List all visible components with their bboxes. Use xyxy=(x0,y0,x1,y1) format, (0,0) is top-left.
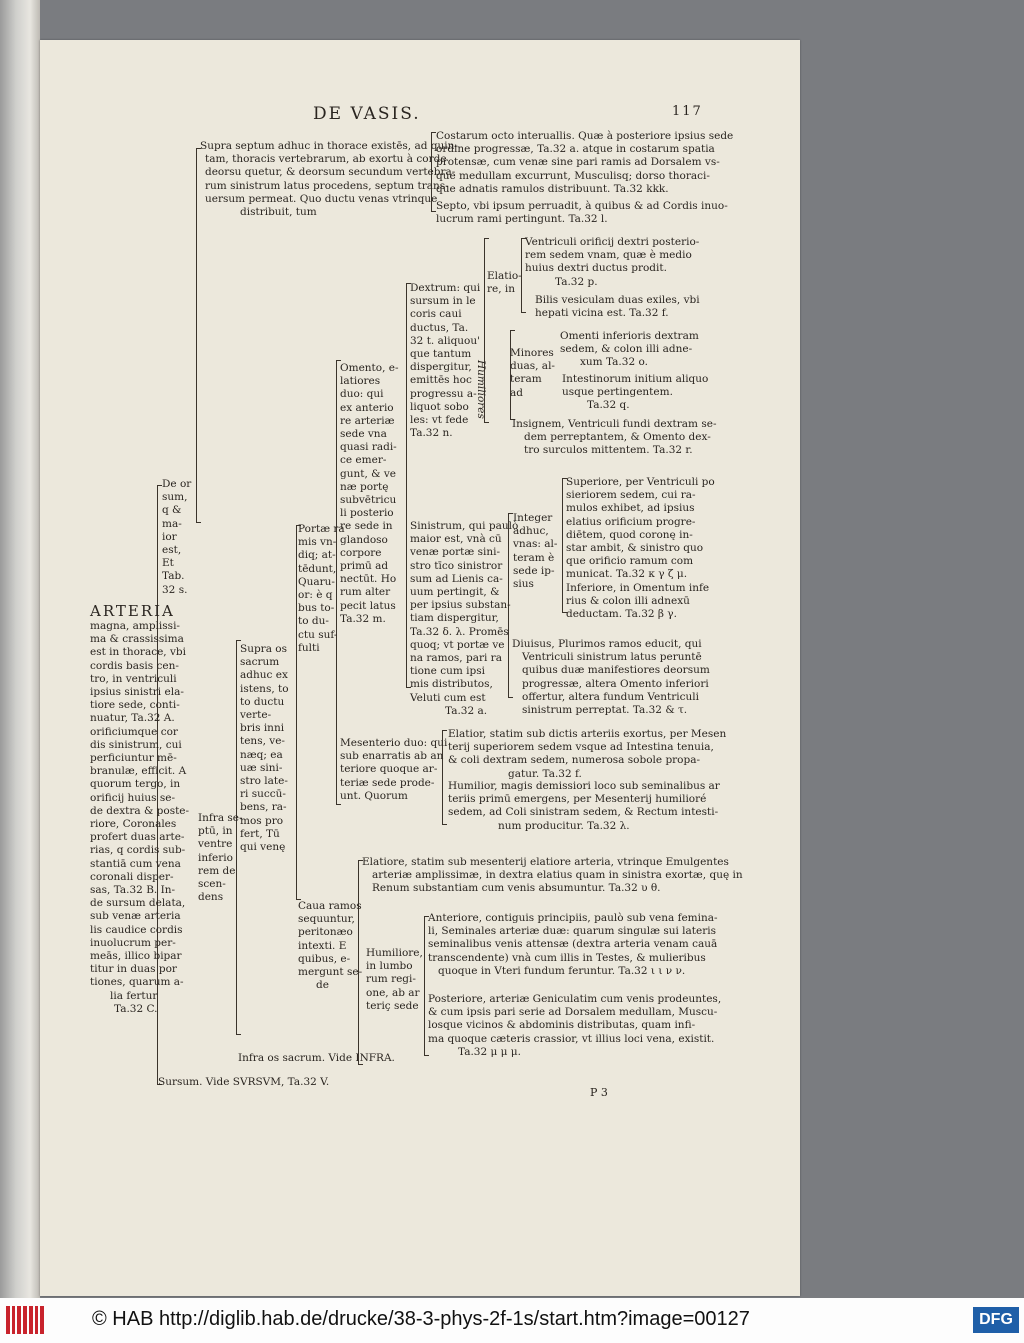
arteria-root-text: ARTERIA magna, amplissi- ma & crassissima est in thorace, vbi cordis basis cen- tro, in ventriculi ipsius sinistri ela- tiore sede, conti- nuatur, Ta.32 A. orificiumque cor dis sinistrum, cui perficiuntur mē- branulæ, efficit. A quorum tergo, in orificij huius se- de dextra & poste- riore, Coronales profert duas arte- rias, q cordis sub- stantiā cum vena coronali disper- sas, Ta.32 B. In- de sursum delata, sub venæ arteria lis caudice cordis inuolucrum per- meās, illico bipar titur in duas por tiones, quarum a- lia fertur Ta.32 C. xyxy=(90,602,190,1015)
deorsum-brace xyxy=(196,148,197,523)
infra-septum-text: Infra se- ptū, in ventre inferio rem de scen- dens xyxy=(198,812,243,904)
supra-os-text: Supra os sacrum adhuc ex istens, to to ductu verte- bris inni tens, ve- næq; ea uæ sini- stro late- ri succū- bens, ra- mos pro fert, Tū qui venę xyxy=(240,643,289,854)
septo-text: Septo, vbi ipsum perruadit, à quibus & ad Cordis inuo- lucrum rami pertingunt. Ta.32 l. xyxy=(436,200,728,226)
minores-text: Minores duas, al- teram ad xyxy=(510,347,555,399)
sursum-text: Sursum. Vide SVRSVM, Ta.32 V. xyxy=(158,1076,330,1088)
page-number: 117 xyxy=(672,104,703,119)
inferiore-text: Inferiore, in Omentum infe rius & colon illi adnexū deductam. Ta.32 β γ. xyxy=(566,582,710,621)
infra-os-sacrum-text: Infra os sacrum. Vide INFRA. xyxy=(238,1052,395,1064)
humilior-mesenterij-text: Humilior, magis demissiori loco sub seminalibus ar teriis primū emergens, per Mesenterij humilioré sedem, ad Coli sinistram sedem, & Rectum intesti- num producitur. Ta.32 λ. xyxy=(448,780,720,832)
omento-brace xyxy=(406,283,407,688)
footer-source-text: © HAB http://diglib.hab.de/drucke/38-3-phys-2f-1s/start.htm?image=00127 xyxy=(92,1308,750,1330)
anteriore-text: Anteriore, contiguis principiis, paulò sub vena femina- li, Seminales arteriæ duæ: quarum singulæ sui lateris seminalibus venis attensæ (dextra arteria venam cauā transcendente) vnà cum illis in Testes, & mulieribus quoque in Vteri fundum feruntur. Ta.32 ι ι ν ν. xyxy=(428,912,718,977)
running-header: DE VASIS. xyxy=(313,104,421,124)
sinistrum-text: Sinistrum, qui paulò maior est, vnà cū venæ portæ sini- stro tīco sinistror sum ad Lienis ca- uum pertingit, & per ipsius substan- tiam dispergitur, Ta.32 δ. λ. Promēs quoq; vt portæ ve na ramos, pari ra tione cum ipsi mis distributos, Veluti cum est Ta.32 a. xyxy=(410,520,519,717)
ventriculi-text: Ventriculi orificij dextri posterio- rem sedem vnam, quæ è medio huius dextri ductus prodit. Ta.32 p. xyxy=(525,236,700,288)
deorsum-text: De or sum, q & ma- ior est, Et Tab. 32 s. xyxy=(162,478,192,596)
insignem-text: Insignem, Ventriculi fundi dextram se- dem perreptantem, & Omento dex- tro surculos mittentem. Ta.32 r. xyxy=(512,418,717,457)
bilis-text: Bilis vesiculam duas exiles, vbi hepati vicina est. Ta.32 f. xyxy=(535,294,700,320)
posteriore-text: Posteriore, arteriæ Geniculatim cum venis prodeuntes, & cum ipsis pari serie ad Dorsalem medullam, Muscu- losque vicinos & abdominis distributas, quam infi- ma quoque cæteris crassior, vt illius loci vena, existit. Ta.32 μ μ μ. xyxy=(428,993,722,1058)
humiliore-brace xyxy=(424,916,425,1056)
portae-text: Portæ ra mis vn- diq; at- tēdunt, Quaru- or: è q bus to- to du- ctu suf- fulti xyxy=(298,523,345,654)
dextrum-text: Dextrum: qui sursum in le coris caui ductus, Ta. 32 t. aliquou' que tantum dispergitur, emittēs hoc progressu a- liquot sobo les: vt fede Ta.32 n. xyxy=(410,282,481,440)
elatior-mesenterij-text: Elatior, statim sub dictis arteriis exortus, per Mesen terij superiorem sedem vsque ad Intestina tenuia, & coli dextram sedem, numerosa sobole propa- gatur. Ta.32 f. xyxy=(448,728,727,780)
integer-brace xyxy=(562,478,563,613)
supra-septum-text: Supra septum adhuc in thorace existēs, ad quin- tam, thoracis vertebrarum, ab exortu à corde deorsu quetur, & deorsum secundum vertebra- rum sinistrum latus procedens, septum trans- uersum permeat. Quo ductu venas vtrinque distribuit, tum xyxy=(200,140,458,219)
intestinorum-text: Intestinorum initium aliquo usque pertingentem. Ta.32 q. xyxy=(562,373,709,412)
book-spine xyxy=(0,0,40,1298)
superiore-text: Superiore, per Ventriculi po sieriorem sedem, cui ra- mulos exhibet, ad ipsius elatius orificium progre- diētem, quod coronę in- star ambit, & sinistro quo que orificio ramum com municat. Ta.32 κ γ ζ μ. xyxy=(566,476,715,581)
humiliore-caua-text: Humiliore, in lumbo rum regi- one, ab ar teriç sede xyxy=(366,947,423,1012)
integer-text: Integer adhuc, vnas: al- teram è sede ip- sius xyxy=(513,512,558,591)
supra-os-brace xyxy=(296,525,297,900)
book-page xyxy=(40,40,800,1296)
omento-text: Omento, e- latiores duo: qui ex anterio re arteriæ sede vna quasi radi- ce emer- gunt, & ve næ portę subvētricu li posterio re sede in glandoso corpore primū ad nectūt. Ho rum alter pecit latus Ta.32 m. xyxy=(340,362,399,625)
omenti-text: Omenti inferioris dextram sedem, & colon illi adne- xum Ta.32 o. xyxy=(560,330,699,369)
caua-text: Caua ramos sequuntur, peritonæo intexti. E quibus, e- mergunt se- de xyxy=(298,900,363,992)
footer-bar xyxy=(0,1298,1024,1343)
costarum-text: Costarum octo interuallis. Quæ à posteriore ipsius sede ordine progressæ, Ta.32 a. atque in costarum spatia protensæ, cum venæ sine pari ramis ad Dorsalem vs- que medullam excurrunt, Musculisq; dorso thoraci- que adnatis ramulos distribuunt. Ta.32 kkk. xyxy=(436,130,734,195)
diuisus-text: Diuisus, Plurimos ramos educit, qui Ventriculi sinistrum latus peruntē quibus duæ manifestiores deorsum progressæ, altera Omento inferiori offertur, altera fundum Ventriculi sinistrum perreptat. Ta.32 & τ. xyxy=(512,638,710,717)
signature-mark: P 3 xyxy=(590,1086,608,1099)
mesenterio-text: Mesenterio duo: qui sub enarratis ab an teriore quoque ar- teriæ sede prode- unt. Quorum xyxy=(340,737,448,802)
elatiore-dextrum-text: Elatio- re, in xyxy=(487,270,522,296)
dfg-logo: DFG xyxy=(973,1307,1019,1333)
elatiore-caua-text: Elatiore, statim sub mesenterij elatiore arteria, vtrinque Emulgentes arteriæ amplissimæ, in dextra elatius quam in sinistra exortæ, quę in Renum substantiam cum venis absumuntur. Ta.32 υ θ. xyxy=(362,856,743,895)
arteria-title: ARTERIA xyxy=(90,602,175,620)
hab-logo-icon xyxy=(6,1306,44,1334)
humiliores-vertical-label: Humiliores xyxy=(475,360,487,419)
